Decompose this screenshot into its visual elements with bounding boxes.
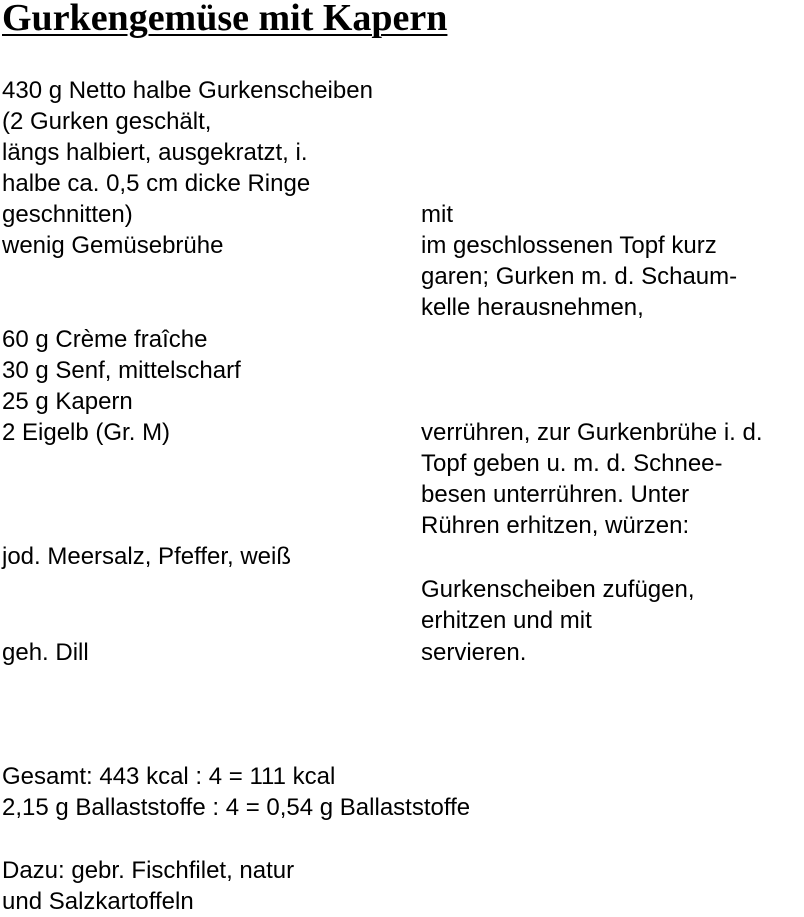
instruction-line: garen; Gurken m. d. Schaum- bbox=[421, 263, 738, 290]
instruction-line: Rühren erhitzen, würzen: bbox=[421, 512, 690, 539]
ingredient-line: geh. Dill bbox=[2, 639, 89, 666]
ingredient-line: 60 g Crème fraîche bbox=[2, 326, 208, 353]
instruction-line: verrühren, zur Gurkenbrühe i. d. bbox=[421, 419, 763, 446]
calorie-summary: Gesamt: 443 kcal : 4 = 111 kcal bbox=[2, 763, 336, 790]
ingredient-line: 30 g Senf, mittelscharf bbox=[2, 357, 241, 384]
instruction-line: erhitzen und mit bbox=[421, 607, 592, 634]
instruction-line: mit bbox=[421, 201, 453, 228]
instruction-line: besen unterrühren. Unter bbox=[421, 481, 690, 508]
instruction-line: im geschlossenen Topf kurz bbox=[421, 232, 717, 259]
ingredient-line: 2 Eigelb (Gr. M) bbox=[2, 419, 171, 446]
recipe-title: Gurkengemüse mit Kapern bbox=[2, 0, 448, 39]
instruction-line: Gurkenscheiben zufügen, bbox=[421, 576, 695, 603]
instruction-line: kelle herausnehmen, bbox=[421, 294, 644, 321]
ingredient-line: 25 g Kapern bbox=[2, 388, 133, 415]
serving-suggestion: und Salzkartoffeln bbox=[2, 888, 194, 915]
ingredient-line: geschnitten) bbox=[2, 201, 133, 228]
instruction-line: Topf geben u. m. d. Schnee- bbox=[421, 450, 723, 477]
fiber-summary: 2,15 g Ballaststoffe : 4 = 0,54 g Ballaststoffe bbox=[2, 794, 471, 821]
ingredient-line: längs halbiert, ausgekratzt, i. bbox=[2, 139, 308, 166]
ingredient-line: jod. Meersalz, Pfeffer, weiß bbox=[2, 543, 292, 570]
instruction-line: servieren. bbox=[421, 639, 527, 666]
ingredient-line: (2 Gurken geschält, bbox=[2, 108, 212, 135]
serving-suggestion: Dazu: gebr. Fischfilet, natur bbox=[2, 857, 295, 884]
ingredient-line: 430 g Netto halbe Gurkenscheiben bbox=[2, 77, 373, 104]
ingredient-line: wenig Gemüsebrühe bbox=[2, 232, 224, 259]
ingredient-line: halbe ca. 0,5 cm dicke Ringe bbox=[2, 170, 311, 197]
